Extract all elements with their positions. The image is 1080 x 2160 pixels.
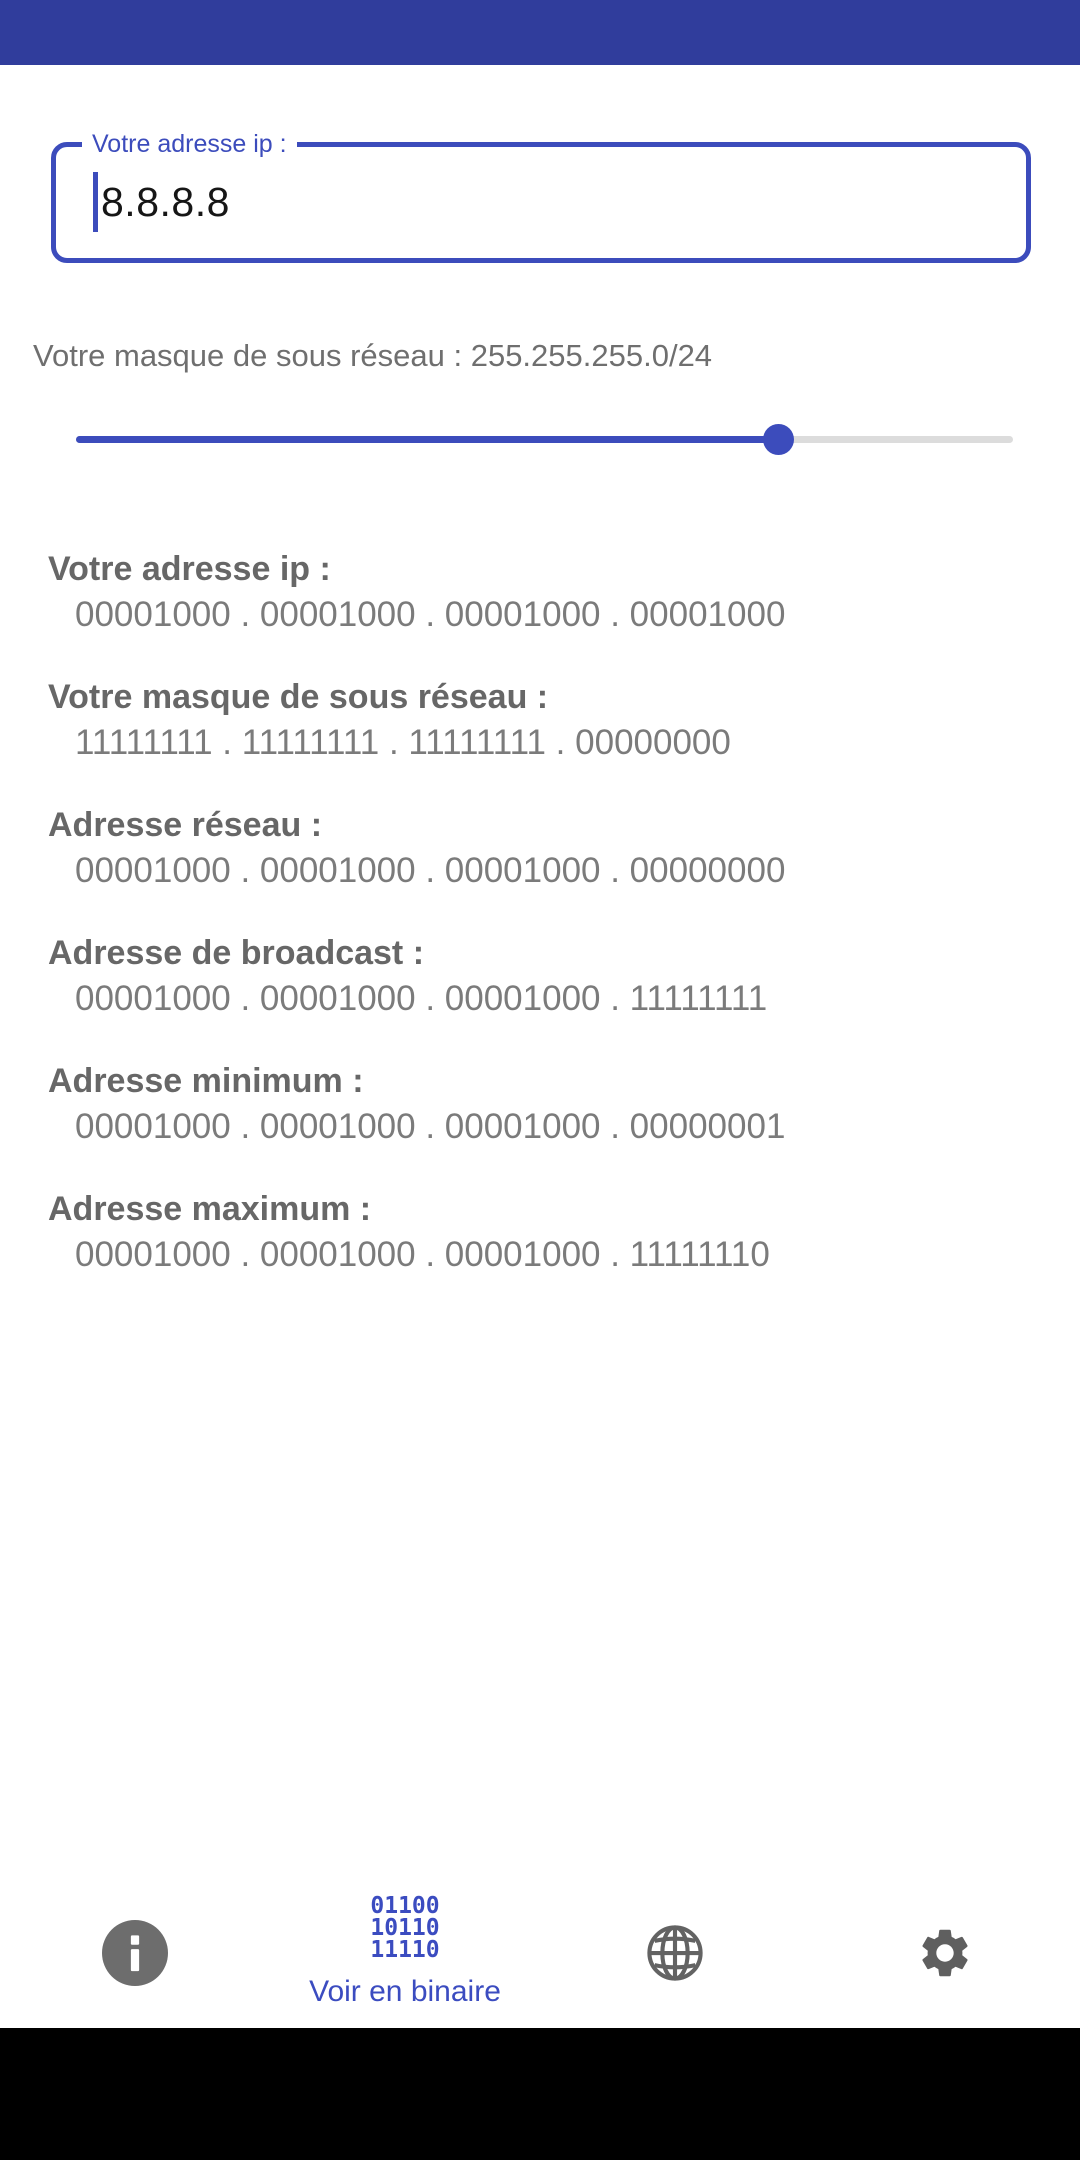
binary-sections (48, 547, 1060, 1315)
section-value: 00001000 . 00001000 . 00001000 . 00000000 (75, 851, 786, 890)
section-maximum (48, 1187, 1060, 1278)
gear-icon (916, 1924, 974, 1982)
ip-address-input[interactable]: 8.8.8.8 (101, 178, 230, 225)
cidr-slider[interactable] (76, 422, 1013, 456)
section-ip (48, 547, 1060, 638)
nav-item-info[interactable] (0, 1878, 270, 2028)
section-value: 00001000 . 00001000 . 00001000 . 11111110 (75, 1235, 770, 1274)
section-heading: Adresse minimum : (48, 1062, 364, 1100)
text-cursor (93, 172, 98, 232)
slider-fill (76, 436, 779, 443)
ip-address-field[interactable] (51, 130, 1031, 263)
section-value: 00001000 . 00001000 . 00001000 . 00001000 (75, 595, 786, 634)
section-heading: Adresse de broadcast : (48, 934, 425, 972)
app-bar (0, 0, 1080, 65)
section-minimum (48, 1059, 1060, 1150)
nav-item-binary[interactable] (270, 1878, 540, 2028)
info-icon (102, 1920, 168, 1986)
nav-item-binary-label: Voir en binaire (309, 1975, 501, 2008)
ip-field-label: Votre adresse ip : (82, 128, 297, 160)
bottom-navigation (0, 1878, 1080, 2028)
section-value: 11111111 . 11111111 . 11111111 . 00000000 (75, 723, 731, 762)
slider-thumb[interactable] (763, 424, 794, 455)
section-broadcast (48, 931, 1060, 1022)
section-mask (48, 675, 1060, 766)
binary-digits-icon (370, 1895, 439, 1961)
section-heading: Adresse réseau : (48, 806, 323, 844)
section-network (48, 803, 1060, 894)
system-navigation-bar (0, 2028, 1080, 2160)
nav-item-network[interactable] (540, 1878, 810, 2028)
section-heading: Votre adresse ip : (48, 550, 331, 588)
section-value: 00001000 . 00001000 . 00001000 . 11111111 (75, 979, 768, 1018)
binary-row: 01100 (370, 1893, 440, 1919)
binary-row: 11110 (370, 1937, 440, 1963)
globe-icon (642, 1920, 708, 1986)
binary-row: 10110 (370, 1915, 440, 1941)
section-heading: Adresse maximum : (48, 1190, 372, 1228)
subnet-mask-text: Votre masque de sous réseau : 255.255.255.0/24 (33, 338, 713, 373)
section-value: 00001000 . 00001000 . 00001000 . 00000001 (75, 1107, 786, 1146)
section-heading: Votre masque de sous réseau : (48, 678, 549, 716)
nav-item-settings[interactable] (810, 1878, 1080, 2028)
